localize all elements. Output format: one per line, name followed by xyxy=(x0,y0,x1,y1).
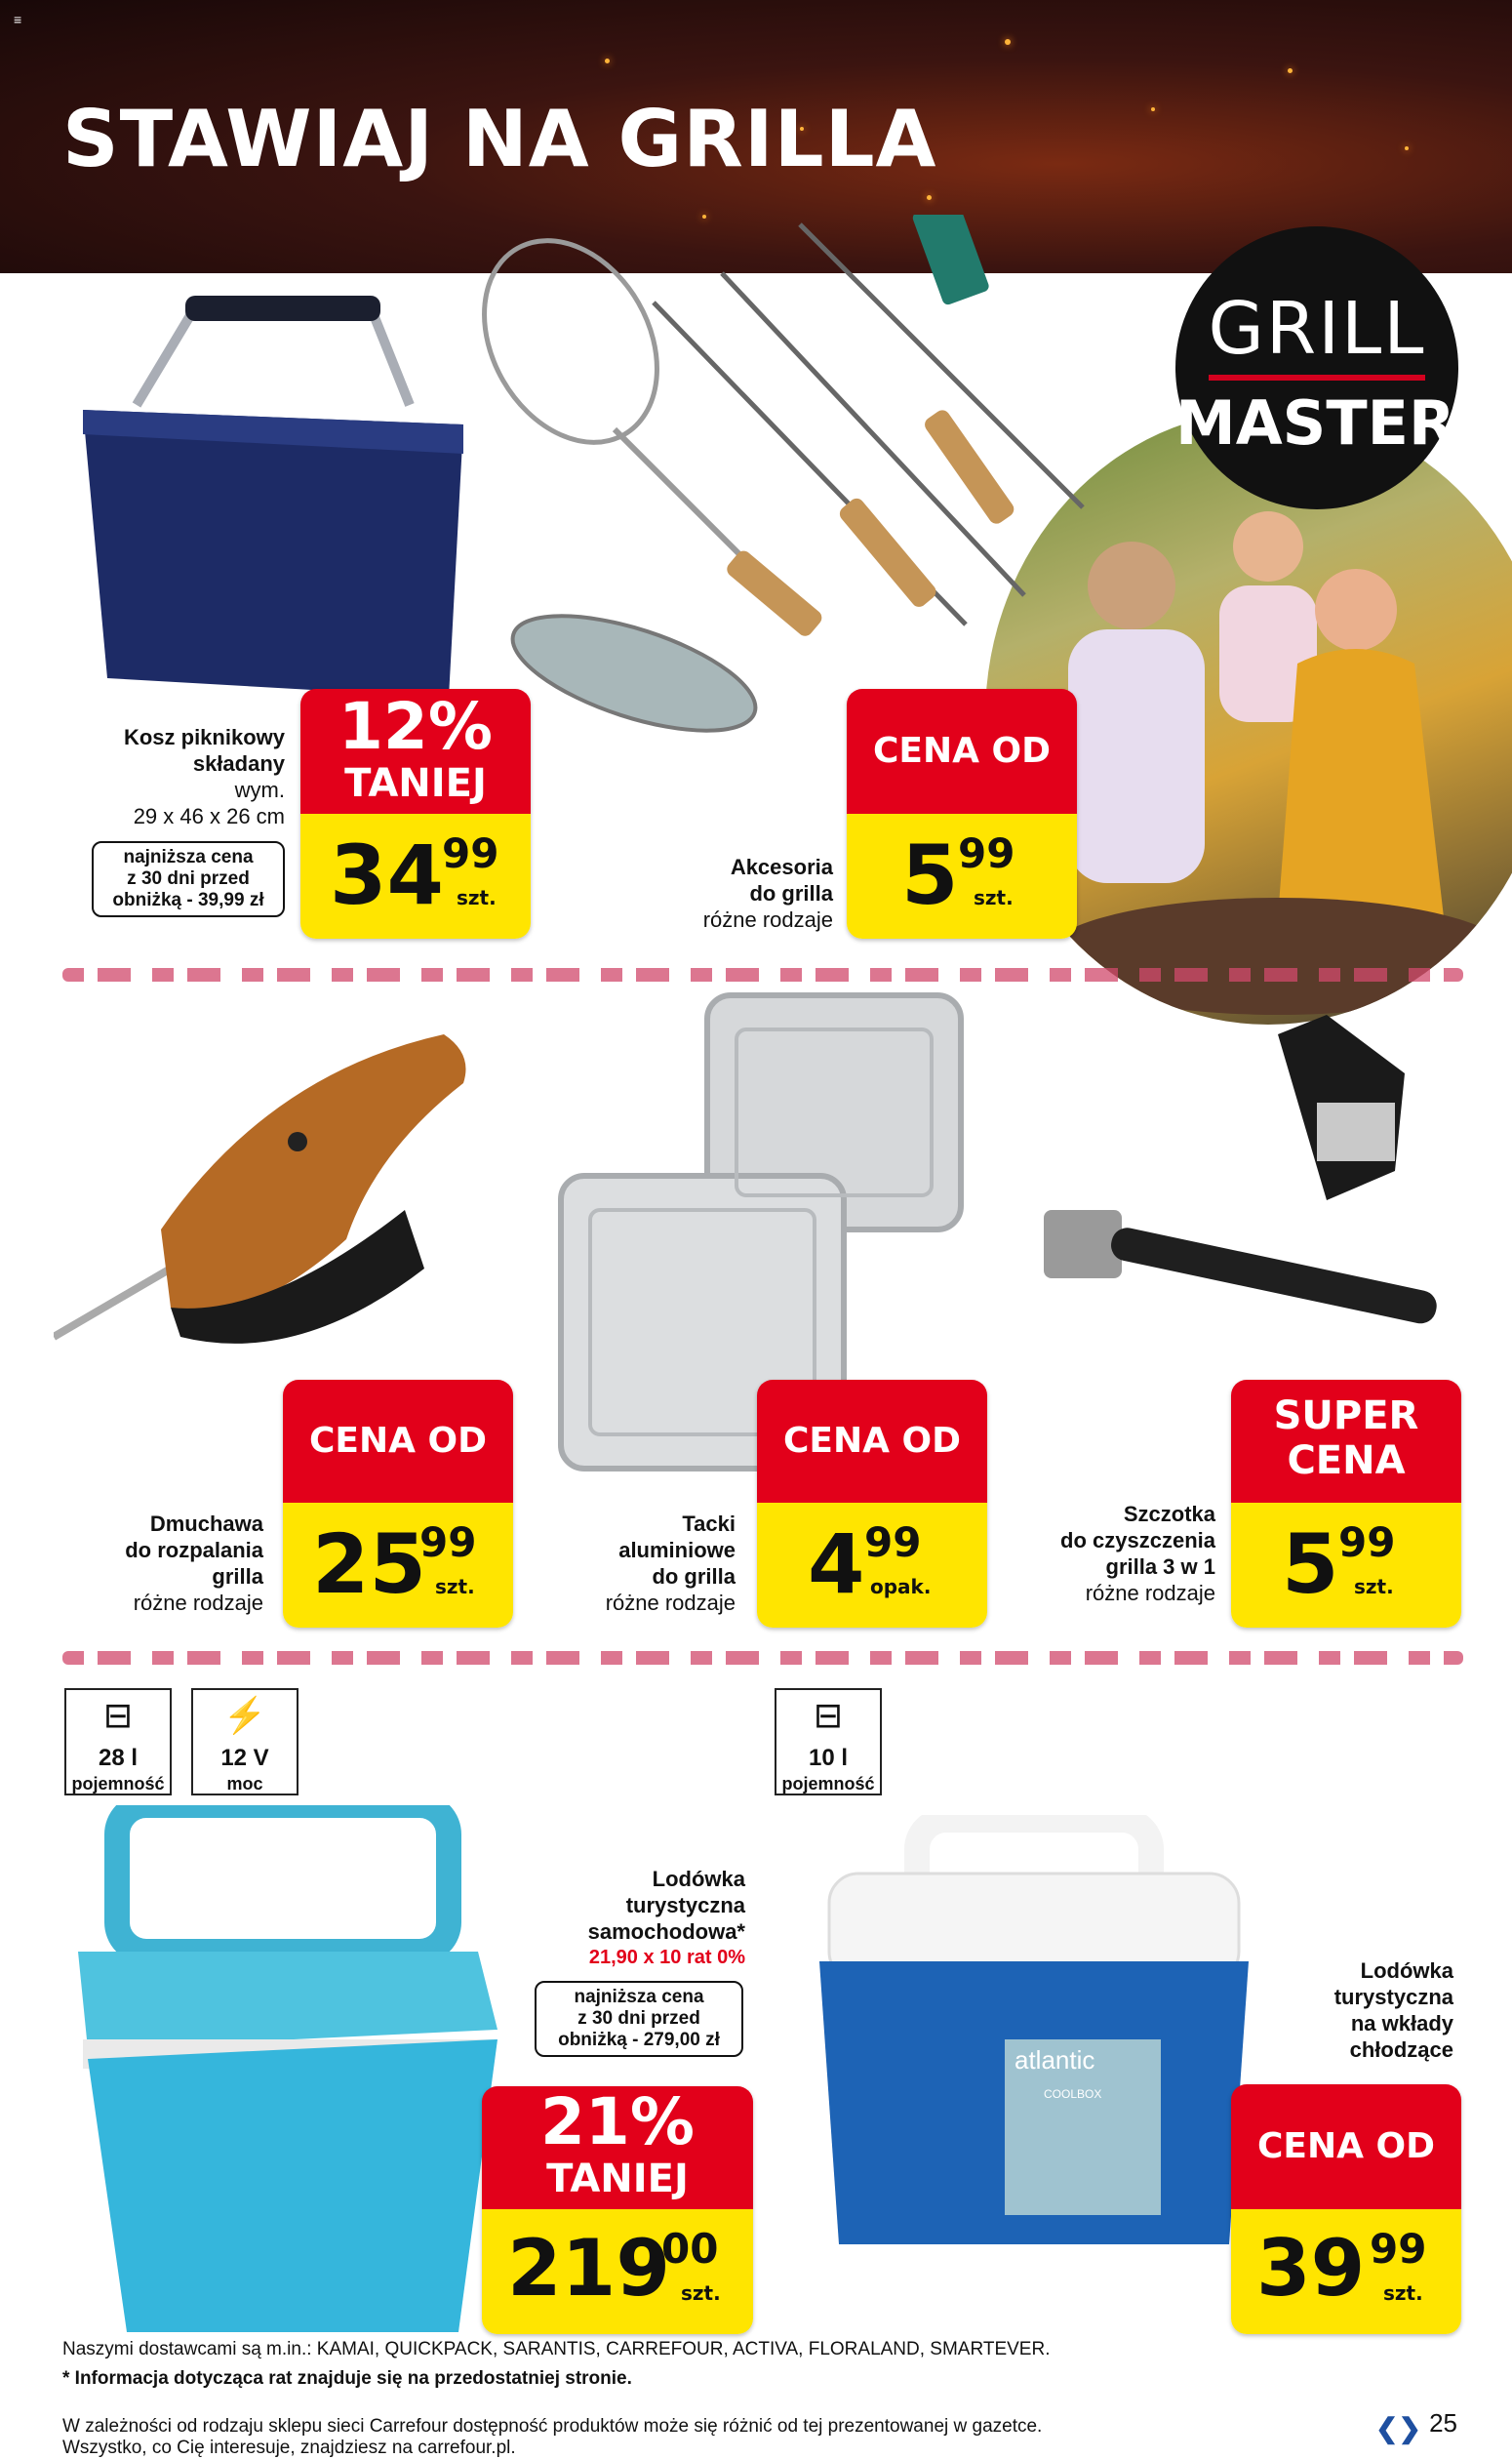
cooler-box-image xyxy=(810,1815,1258,2254)
price-integer: 219 xyxy=(507,2223,670,2314)
badge-header: CENA OD xyxy=(283,1380,513,1503)
availability-disclaimer: W zależności od rodzaju sklepu sieci Carrefour dostępność produktów może się różnić od tej prezentowanej w gazetce. xyxy=(62,2416,1043,2437)
logo-line-2: MASTERS xyxy=(1175,387,1499,459)
badge-header-line: CENA xyxy=(1287,1438,1406,1483)
product-title-line: grilla 3 w 1 xyxy=(1105,1554,1215,1579)
price-badge-brush xyxy=(1231,1380,1461,1628)
price-badge-basket xyxy=(300,689,531,939)
price-field xyxy=(300,814,531,939)
product-name-accessories xyxy=(634,854,833,933)
logo-divider xyxy=(1209,375,1425,381)
jug-icon: ⊟ xyxy=(813,1695,844,1735)
price-field xyxy=(1231,2209,1461,2334)
prior-price-line: z 30 dni przed xyxy=(577,2008,700,2029)
product-title-line: do grilla xyxy=(652,1564,736,1589)
spec-value: 12 V xyxy=(220,1745,269,1771)
ember-spark xyxy=(1405,146,1409,150)
product-title-line: samochodowa* xyxy=(587,1919,745,1944)
price-badge-bellows xyxy=(283,1380,513,1628)
discount-percent: 12% xyxy=(338,689,493,764)
discount-word: TANIEJ xyxy=(344,761,487,806)
price-integer: 39 xyxy=(1256,2223,1366,2314)
price-badge-car-cooler xyxy=(482,2086,753,2334)
cooler-brand-label: atlantic xyxy=(1015,2045,1095,2075)
price-integer: 34 xyxy=(330,827,444,923)
product-size-label: wym. xyxy=(234,778,285,802)
badge-header: CENA OD xyxy=(1231,2084,1461,2209)
product-title-line: aluminiowe xyxy=(618,1538,736,1562)
product-title-line: Szczotka xyxy=(1123,1502,1215,1526)
price-decimal: 99 xyxy=(1370,2225,1427,2273)
bolt-icon: ⚡ xyxy=(222,1695,267,1735)
price-unit: szt. xyxy=(1383,2281,1423,2305)
price-unit: opak. xyxy=(870,1575,932,1598)
price-integer: 4 xyxy=(808,1516,865,1612)
spec-label: pojemność xyxy=(781,1774,875,1794)
decorative-divider xyxy=(62,1651,1463,1665)
price-unit: szt. xyxy=(681,2281,721,2305)
product-title-line: na wkłady xyxy=(1350,2011,1453,2036)
product-title-line: do grilla xyxy=(749,881,833,906)
spec-value: 10 l xyxy=(808,1745,849,1771)
ember-spark xyxy=(1288,68,1293,73)
product-title-line: turystyczna xyxy=(1333,1985,1453,2009)
price-decimal: 99 xyxy=(864,1518,922,1566)
price-field xyxy=(847,814,1077,939)
discount-percent: 21% xyxy=(540,2086,695,2159)
product-title-line: turystyczna xyxy=(625,1893,745,1917)
product-title-line: składany xyxy=(192,751,285,776)
price-field xyxy=(482,2209,753,2334)
prior-price-line: obniżką - 39,99 zł xyxy=(112,890,264,910)
jug-icon: ⊟ xyxy=(102,1695,134,1735)
price-unit: szt. xyxy=(974,886,1014,909)
price-integer: 25 xyxy=(312,1516,426,1612)
page-number: 25 xyxy=(1429,2408,1457,2438)
installment-info: 21,90 x 10 rat 0% xyxy=(588,1947,745,1968)
price-unit: szt. xyxy=(435,1575,475,1598)
car-cooler-image xyxy=(68,1805,517,2332)
page-title: STAWIAJ NA GRILLA xyxy=(62,94,937,184)
badge-header xyxy=(1231,1380,1461,1503)
website-note: Wszystko, co Cię interesuje, znajdziesz na carrefour.pl. xyxy=(62,2438,516,2458)
product-dimensions: 29 x 46 x 26 cm xyxy=(133,804,285,828)
product-name-car-cooler xyxy=(507,1866,745,1971)
product-name-basket xyxy=(59,724,285,829)
logo-line-1: GRILL xyxy=(1208,287,1426,371)
product-title-line: grilla xyxy=(212,1564,263,1589)
carrefour-logo-icon: ❮❯ xyxy=(1375,2413,1421,2443)
decorative-divider xyxy=(62,968,1463,982)
prior-price-box xyxy=(92,841,285,917)
ember-spark xyxy=(605,59,610,63)
product-variant-note: różne rodzaje xyxy=(133,1591,263,1615)
price-integer: 5 xyxy=(1282,1516,1339,1612)
spec-value: 28 l xyxy=(98,1745,139,1771)
spec-label: pojemność xyxy=(71,1774,165,1794)
menu-icon[interactable]: ≡ xyxy=(14,12,22,27)
price-badge-cooler-box xyxy=(1231,2084,1461,2334)
spec-capacity-10 xyxy=(775,1688,882,1795)
installments-note: * Informacja dotycząca rat znajduje się na przedostatniej stronie. xyxy=(62,2368,632,2389)
discount-word: TANIEJ xyxy=(546,2157,689,2201)
price-integer: 5 xyxy=(901,827,959,923)
product-title-line: Lodówka xyxy=(1360,1958,1453,1983)
product-title-line: do czyszczenia xyxy=(1060,1528,1215,1552)
product-title-line: Dmuchawa xyxy=(149,1512,263,1536)
price-unit: szt. xyxy=(1354,1575,1394,1598)
badge-header: CENA OD xyxy=(757,1380,987,1503)
product-name-brush xyxy=(1015,1501,1215,1606)
price-decimal: 99 xyxy=(442,829,499,877)
cooler-sub-label: COOLBOX xyxy=(1044,2087,1102,2101)
prior-price-line: najniższa cena xyxy=(123,847,254,867)
product-variant-note: różne rodzaje xyxy=(605,1591,736,1615)
grill-masters-logo xyxy=(1175,226,1499,509)
price-badge-accessories xyxy=(847,689,1077,939)
product-name-trays xyxy=(546,1511,736,1616)
prior-price-line: z 30 dni przed xyxy=(127,868,250,889)
product-title-line: Tacki xyxy=(682,1512,736,1536)
price-field xyxy=(1231,1503,1461,1628)
spec-label: moc xyxy=(226,1774,263,1794)
ember-spark xyxy=(1151,107,1155,111)
ember-spark xyxy=(1005,39,1011,45)
price-badge-trays xyxy=(757,1380,987,1628)
product-name-cooler-box xyxy=(1260,1957,1453,2063)
suppliers-text: Naszymi dostawcami są m.in.: KAMAI, QUICKPACK, SARANTIS, CARREFOUR, ACTIVA, FLORALAND, SMARTEVER. xyxy=(62,2339,1051,2359)
picnic-basket-image xyxy=(78,288,478,707)
price-field xyxy=(757,1503,987,1628)
price-decimal: 99 xyxy=(958,829,1015,877)
product-variant-note: różne rodzaje xyxy=(1085,1581,1215,1605)
discount-label xyxy=(300,689,531,814)
price-decimal: 99 xyxy=(1338,1518,1396,1566)
product-title-line: Lodówka xyxy=(652,1867,745,1891)
price-decimal: 99 xyxy=(419,1518,477,1566)
prior-price-line: obniżką - 279,00 zł xyxy=(558,2030,720,2050)
price-unit: szt. xyxy=(457,886,497,909)
ember-spark xyxy=(927,195,932,200)
product-title-line: do rozpalania xyxy=(125,1538,263,1562)
prior-price-box xyxy=(535,1981,743,2057)
spec-capacity-28 xyxy=(64,1688,172,1795)
product-variant-note: różne rodzaje xyxy=(702,907,833,932)
price-field xyxy=(283,1503,513,1628)
product-name-bellows xyxy=(59,1511,263,1616)
cleaning-brush-image xyxy=(1034,1015,1473,1347)
bellows-image xyxy=(54,1015,522,1347)
badge-header: CENA OD xyxy=(847,689,1077,814)
product-title-line: chłodzące xyxy=(1349,2037,1453,2062)
product-title-line: Akcesoria xyxy=(730,855,833,879)
discount-label xyxy=(482,2086,753,2209)
prior-price-line: najniższa cena xyxy=(574,1987,704,2007)
badge-header-line: SUPER xyxy=(1273,1393,1419,1438)
product-title-line: Kosz piknikowy xyxy=(123,725,285,749)
price-decimal: 00 xyxy=(661,2225,719,2273)
spec-power-12v xyxy=(191,1688,298,1795)
